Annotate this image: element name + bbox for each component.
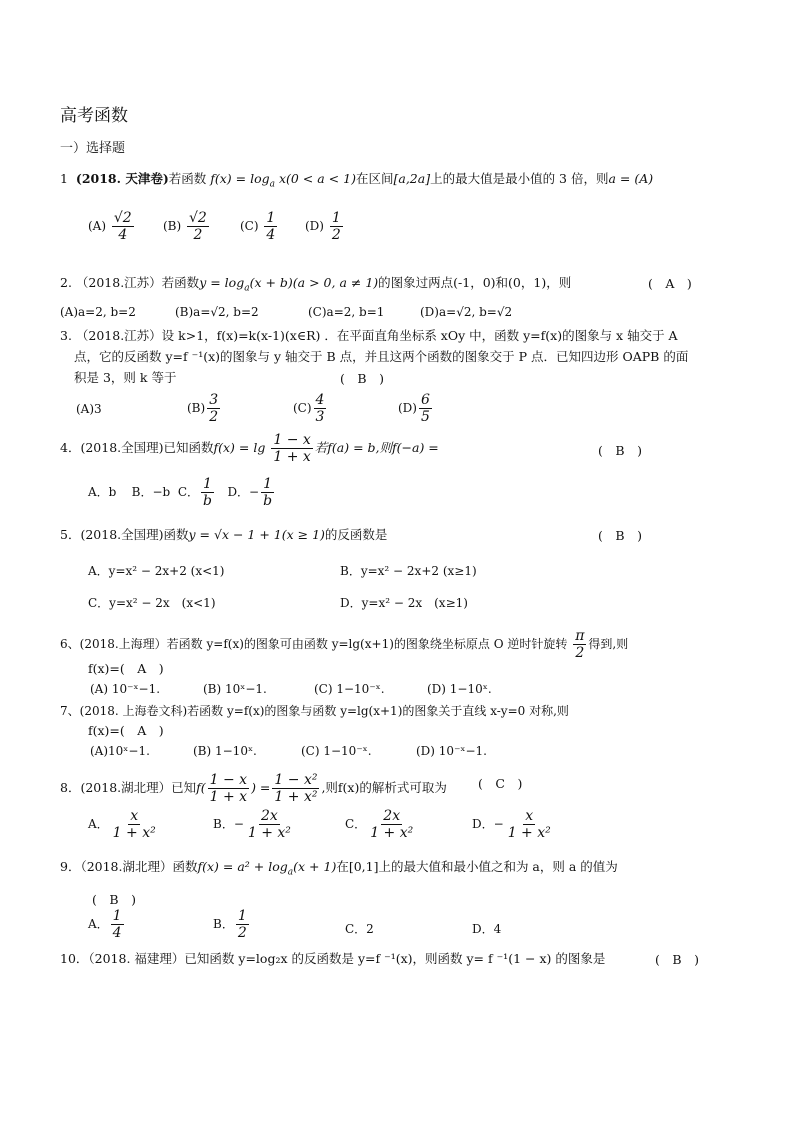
q9-tail: 在[0,1]上的最大值和最小值之和为 a，则 a 的值为: [336, 859, 618, 874]
frac-num: 1 − x²: [274, 772, 318, 788]
option-label: A．: [88, 817, 109, 831]
q5-option-c: C．y=x² − 2x (x<1): [88, 596, 216, 610]
option-label: C．: [345, 817, 367, 831]
question-5: [60, 526, 387, 544]
q3-line2: 点，它的反函数 y=f ⁻¹(x)的图象与 y 轴交于 B 点，并且这两个函数的图象交于 P 点．已知四边形 OAPB 的面: [74, 349, 689, 364]
frac-num: 4: [315, 392, 325, 408]
q8-option-b: [213, 808, 295, 841]
section-heading: 一）选择题: [60, 141, 126, 156]
q2-answer: ( A ): [648, 276, 692, 291]
option-label: (C): [240, 219, 259, 233]
q1-tail: a = (A): [608, 171, 654, 186]
option-label: (B): [187, 401, 206, 415]
q8-option-c: [345, 808, 417, 841]
q1-number: 1: [60, 171, 68, 186]
q1-text1: 若函数: [168, 171, 207, 186]
option-label: (D): [398, 401, 417, 415]
q3-option-b: [187, 392, 222, 425]
frac-num: 1: [237, 908, 247, 924]
q2-formula-sub: a: [244, 283, 250, 294]
q4-option-c: C．: [177, 485, 200, 499]
q3-option-a: (A)3: [76, 402, 102, 416]
q4-option-d: D．−: [227, 485, 260, 499]
q5-formula: y = √x − 1 + 1(x ≥ 1): [188, 527, 325, 542]
frac-den: 1 + x²: [507, 825, 551, 841]
frac-num: 2x: [260, 808, 278, 824]
q9-formula: f(x) = a² + log: [197, 859, 288, 874]
q3-answer: ( B ): [340, 371, 384, 386]
q1-formula: f(x) = log: [210, 171, 270, 186]
q2-text: 2. （2018.江苏）若函数: [60, 275, 200, 290]
q8-option-d: [472, 808, 555, 841]
q9-option-d: D．4: [472, 922, 502, 936]
frac-num: 1: [203, 476, 212, 492]
q4-options: [88, 476, 276, 509]
q5-option-b: B．y=x² − 2x+2 (x≥1): [340, 564, 477, 578]
q9-answer: ( B ): [92, 892, 136, 907]
option-label: B．−: [213, 817, 244, 831]
frac-den: 5: [420, 409, 430, 425]
q9-option-a: [88, 908, 126, 941]
frac-num: 6: [420, 392, 430, 408]
option-label: (A): [88, 219, 107, 233]
q6-line1: 6、(2018.上海理）若函数 y=f(x)的图象可由函数 y=lg(x+1)的图象绕坐标原点 O 逆时针旋转: [60, 637, 568, 651]
q9-text: 9．（2018.湖北理）函数: [60, 859, 198, 874]
q4-tail: 若f(a) = b,则f(−a) =: [314, 440, 439, 455]
frac-num: 1: [112, 908, 122, 924]
question-2: [60, 274, 571, 298]
q5-answer: ( B ): [598, 528, 642, 543]
frac-den: 1 + x²: [274, 789, 318, 805]
q6-line1b: 得到,则: [588, 637, 629, 651]
q1-option-a: [88, 210, 136, 243]
q7-option-d: (D) 10⁻ˣ−1.: [416, 744, 487, 758]
question-6: [60, 628, 628, 661]
option-label: (B): [163, 219, 182, 233]
q9-option-c: C．2: [345, 922, 374, 936]
q2-text2: 的图象过两点(-1，0)和(0，1)，则: [378, 275, 572, 290]
q1-option-c: [240, 210, 279, 243]
frac-den: 2: [193, 227, 203, 243]
q7-option-c: (C) 1−10⁻ˣ.: [301, 744, 372, 758]
frac-den: 4: [118, 227, 128, 243]
option-label: (D): [305, 219, 324, 233]
q3-option-d: [398, 392, 434, 425]
q8-tail: ,则f(x)的解析式可取为: [321, 780, 447, 795]
q1-text2: 在区间: [355, 171, 394, 186]
q1-source: (2018. 天津卷): [75, 171, 169, 186]
q1-text3: 上的最大值是最小值的 3 倍，则: [430, 171, 609, 186]
q9-formula-sub: a: [287, 867, 294, 878]
option-label: D．−: [472, 817, 504, 831]
q2-option-d: (D)a=√2, b=√2: [420, 305, 513, 319]
q4-answer: ( B ): [598, 443, 642, 458]
question-4: [60, 432, 439, 465]
q8-option-a: [88, 808, 160, 841]
q5-tail: 的反函数是: [324, 527, 388, 542]
frac-num: 1 − x: [273, 432, 311, 448]
q2-option-c: (C)a=2, b=1: [308, 305, 385, 319]
q4-formula: f(x) = lg: [213, 440, 266, 455]
q8-text: 8．(2018.湖北理）已知: [60, 780, 197, 795]
frac-den: 1 + x: [273, 449, 311, 465]
q9-option-b: [213, 908, 251, 941]
option-label: A．: [88, 917, 109, 931]
q1-formula-sub: a: [269, 179, 275, 190]
q5-option-a: A．y=x² − 2x+2 (x<1): [88, 564, 225, 578]
frac-num: x: [525, 808, 534, 824]
frac-den: 1 + x²: [370, 825, 414, 841]
q6-option-c: (C) 1−10⁻ˣ.: [314, 682, 385, 696]
q9-formula2: (x + 1): [293, 859, 337, 874]
frac-num: 1: [266, 210, 276, 226]
q6-option-a: (A) 10⁻ˣ−1.: [90, 682, 161, 696]
frac-num: √2: [113, 210, 132, 226]
q4-option-b: B．−b: [131, 485, 171, 499]
q2-option-b: (B)a=√2, b=2: [175, 305, 259, 319]
q1-option-b: [163, 210, 211, 243]
q5-text: 5．(2018.全国理)函数: [60, 527, 189, 542]
q7-line2: f(x)=( A ): [88, 723, 164, 738]
frac-num: 1: [263, 476, 273, 492]
q2-option-a: (A)a=2, b=2: [60, 305, 136, 319]
q8-answer: ( C ): [478, 776, 523, 791]
q1-formula2: x(0 < a < 1): [274, 171, 356, 186]
question-1: [60, 170, 653, 194]
q6-option-b: (B) 10ˣ−1.: [203, 682, 267, 696]
frac-den: b: [263, 493, 273, 509]
frac-num: √2: [189, 210, 207, 226]
q2-formula: y = log: [199, 275, 245, 290]
frac-den: 1 + x²: [112, 825, 156, 841]
frac-den: b: [203, 493, 212, 509]
q6-option-d: (D) 1−10ˣ.: [427, 682, 492, 696]
frac-den: 2: [209, 409, 219, 425]
frac-den: 1 + x: [209, 789, 248, 805]
frac-den: 4: [112, 925, 122, 941]
frac-den: 2: [237, 925, 247, 941]
q7-line1: 7、(2018. 上海卷文科)若函数 y=f(x)的图象与函数 y=lg(x+1)的图象关于直线 x-y=0 对称,则: [60, 704, 569, 718]
frac-den: 3: [315, 409, 325, 425]
frac-num: π: [575, 628, 585, 644]
q7-option-a: (A)10ˣ−1.: [90, 744, 150, 758]
q4-option-a: A．b: [88, 485, 117, 499]
q10-answer: ( B ): [655, 952, 699, 967]
frac-num: 3: [209, 392, 219, 408]
frac-num: 1 − x: [209, 772, 248, 788]
frac-num: 1: [331, 210, 341, 226]
q2-formula2: (x + b)(a > 0, a ≠ 1): [249, 275, 379, 290]
q7-option-b: (B) 1−10ˣ.: [193, 744, 257, 758]
q3-option-c: [293, 392, 328, 425]
frac-num: 2x: [383, 808, 401, 824]
frac-den: 4: [266, 227, 276, 243]
q6-line2: f(x)=( A ): [88, 661, 164, 676]
frac-den: 2: [331, 227, 341, 243]
option-label: (C): [293, 401, 312, 415]
question-8: 8．(2018.湖北理）已知f( $\frac{1 - x}{1 + x}$ ) = $\frac{\text{1 − x²}}{\text{1 + x²}}$ ,则f(x)的解析式可取为: [60, 772, 447, 805]
q3-line1: 3. （2018.江苏）设 k>1，f(x)=k(x-1)(x∈R) ．在平面直角坐标系 xOy 中，函数 y=f(x)的图象与 x 轴交于 A: [60, 328, 678, 343]
page-title: 高考函数: [60, 106, 128, 126]
q1-option-d: [305, 210, 345, 243]
frac-num: x: [130, 808, 139, 824]
question-10: 10．（2018. 福建理）已知函数 y=log₂x 的反函数是 y=f ⁻¹(x)，则函数 y= f ⁻¹(1 − x) 的图象是: [60, 951, 606, 966]
q4-text: 4．(2018.全国理)已知函数: [60, 440, 214, 455]
q3-line3: 积是 3，则 k 等于: [74, 370, 177, 385]
frac-den: 1 + x²: [247, 825, 291, 841]
frac-den: 2: [575, 645, 585, 661]
question-9: [60, 858, 618, 882]
option-label: B．: [213, 917, 234, 931]
q5-option-d: D．y=x² − 2x (x≥1): [340, 596, 468, 610]
q1-interval: [a,2a]: [393, 171, 431, 186]
